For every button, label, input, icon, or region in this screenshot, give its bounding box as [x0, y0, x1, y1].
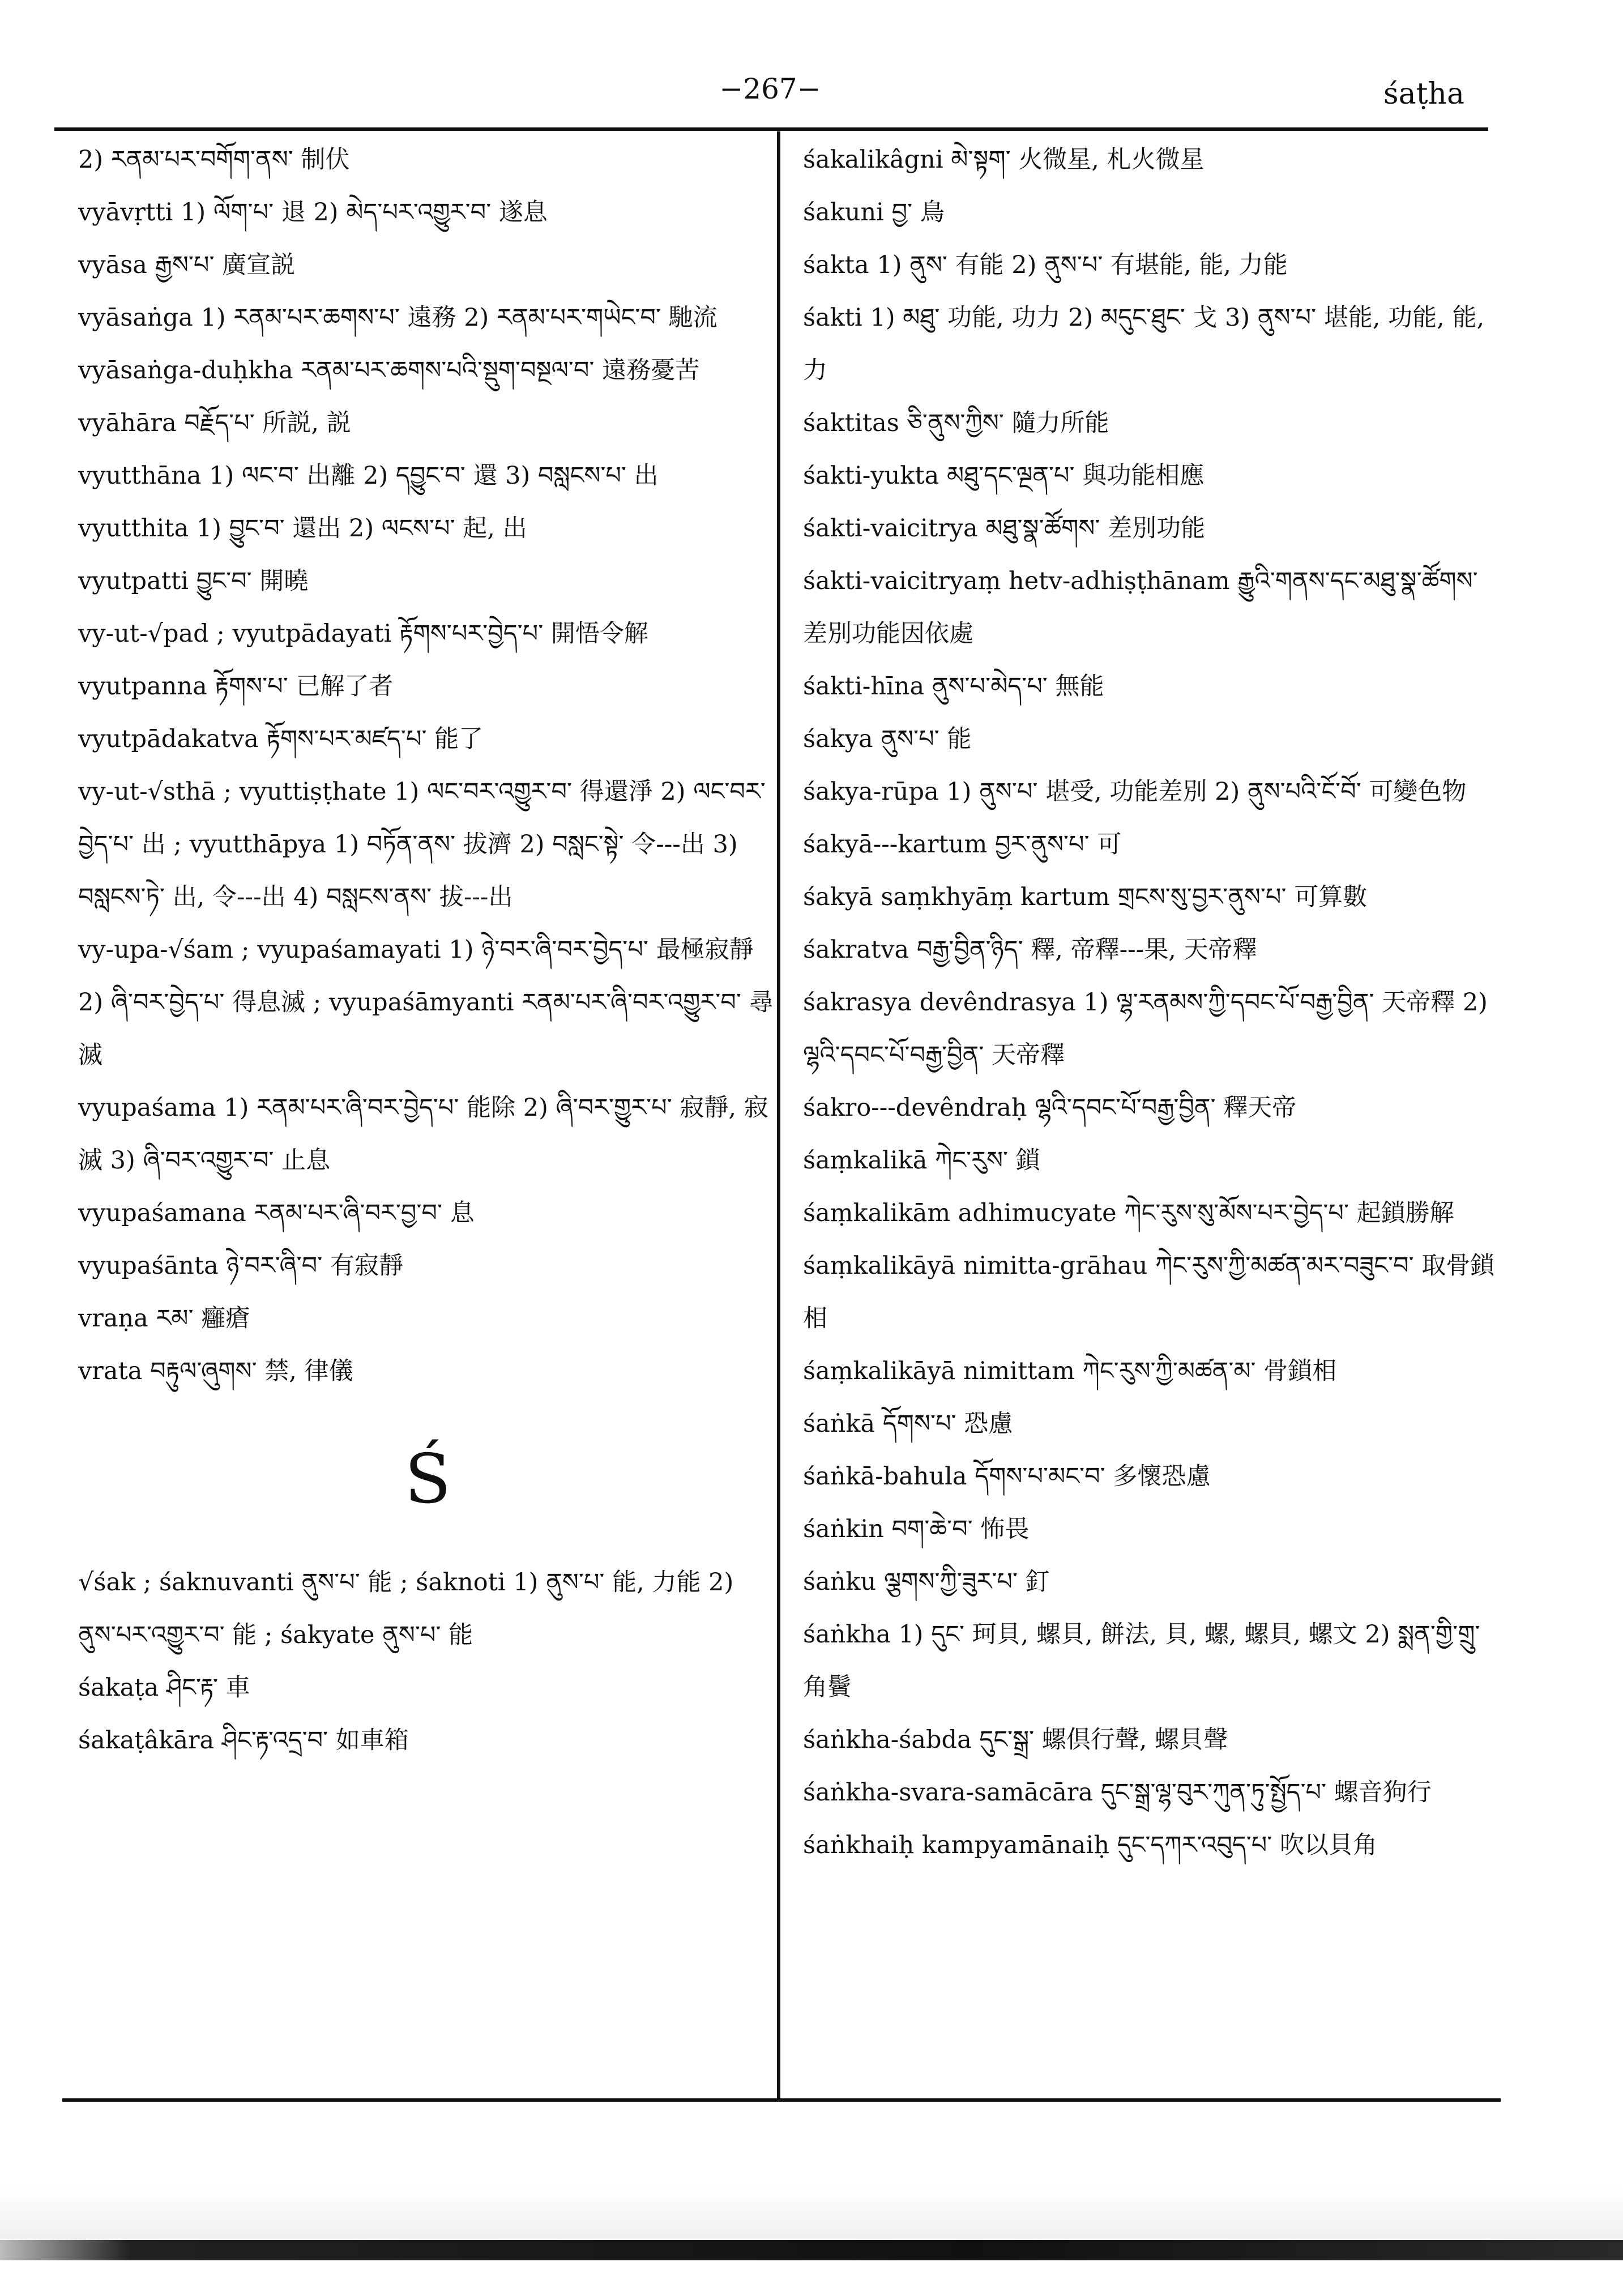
entry: śakuni བྱ་ 鳥: [803, 198, 945, 227]
entry: vyutpatti བྱུང་བ་ 開曉: [78, 567, 309, 595]
entry: śaṅkā-bahula དོགས་པ་མང་བ་ 多懷恐慮: [803, 1462, 1211, 1491]
entry: śaṅkā དོགས་པ་ 恐慮: [803, 1410, 1013, 1438]
entry: śaṅkha-svara-samācāra དུང་སྒྲ་ལྷ་བུར་ཀུན་ཏུ་སྤྱོད་པ་ 螺音狗行: [803, 1778, 1432, 1807]
entry: vyāsaṅga 1) རནམ་པར་ཆགས་པ་ 遠務 2) རནམ་པར་གཡེང་བ་ 馳流: [78, 304, 717, 332]
entry: √śak ; śaknuvanti ནུས་པ་ 能 ; śaknoti 1) ནུས་པ་ 能, 力能 2) ནུས་པར་འགྱུར་བ་ 能 ; śakyate ནུས་པ་ 能: [78, 1568, 734, 1649]
scan-shadow: [0, 2186, 1623, 2240]
guide-word: śaṭha: [1383, 77, 1464, 111]
entry: vrata བརྟུལ་ཞུགས་ 禁, 律儀: [78, 1357, 353, 1385]
entry: śakaṭa ཤིང་རྟ་ 車: [78, 1674, 250, 1702]
entry: śakrasya devêndrasya 1) ལྷ་རནམས་ཀྱི་དབང་པོ་བརྒྱ་བྱིན་ 天帝釋 2) ལྷའི་དབང་པོ་བརྒྱ་བྱིན་ 天帝釋: [803, 988, 1488, 1069]
entry: śakyā---kartum བྱར་ནུས་པ་ 可: [803, 830, 1122, 859]
entry: vyāvṛtti 1) ལོག་པ་ 退 2) མེད་པར་འགྱུར་བ་ 遂息: [78, 198, 548, 227]
entry: śakya ནུས་པ་ 能: [803, 725, 972, 753]
entry: vyutpādakatva རྟོགས་པར་མཛད་པ་ 能了: [78, 725, 484, 753]
right-column: [803, 134, 1502, 2093]
entry: vy-ut-√pad ; vyutpādayati རྟོགས་པར་བྱེད་པ་ 開悟令解: [78, 620, 648, 648]
entry: śakti-hīna ནུས་པ་མེད་པ་ 無能: [803, 672, 1104, 701]
entry: śakti-vaicitryaṃ hetv-adhiṣṭhānam རྒྱུའི་གནས་དང་མཐུ་སྣ་ཚོགས་ 差別功能因依處: [803, 567, 1478, 648]
entry: śakalikâgni མེ་སྟག་ 火微星, 札火微星: [803, 146, 1205, 174]
entry: 2) རནམ་པར་བགོག་ནས་ 制伏: [78, 146, 350, 174]
entry: vraṇa རམ་ 癰瘡: [78, 1304, 250, 1333]
left-column: [78, 134, 778, 2093]
entry: vyupaśānta ཉེ་བར་ཞི་བ་ 有寂靜: [78, 1252, 403, 1280]
entry: śaṅkin བག་ཆེ་བ་ 怖畏: [803, 1515, 1030, 1543]
entry: vyupaśamana རནམ་པར་ཞི་བར་བྱ་བ་ 息: [78, 1199, 475, 1227]
entry: śakti-vaicitrya མཐུ་སྣ་ཚོགས་ 差別功能: [803, 514, 1206, 543]
entry: vyāsa རྒྱས་པ་ 廣宣説: [78, 251, 296, 279]
entry: vyutthāna 1) ལང་བ་ 出離 2) དབྱུང་བ་ 還 3) བསླངས་པ་ 出: [78, 462, 659, 490]
entry: śaṅkha-śabda དུང་སྒྲ་ 螺倶行聲, 螺貝聲: [803, 1726, 1228, 1754]
entry: śakro---devêndraḥ ལྷའི་དབང་པོ་བརྒྱ་བྱིན་ 釋天帝: [803, 1094, 1297, 1122]
entry: vyāsaṅga-duḥkha རནམ་པར་ཆགས་པའི་སྡུག་བསྔལ་བ་ 遠務憂苦: [78, 356, 700, 385]
entry: śaṃkalikā ཀེང་རུས་ 鎖: [803, 1146, 1040, 1175]
scan-edge-band: [0, 2240, 1623, 2260]
entry: śaṅku ལྕགས་ཀྱི་ཟུར་པ་ 釘: [803, 1568, 1050, 1596]
entry: śakti-yukta མཐུ་དང་ལྔན་པ་ 與功能相應: [803, 462, 1205, 490]
entry: śaṃkalikām adhimucyate ཀེང་རུས་སུ་མོས་པར་བྱེད་པ་ 起鎖勝解: [803, 1199, 1454, 1227]
entry: śakyā saṃkhyāṃ kartum གྲངས་སུ་བྱར་ནུས་པ་ 可算數: [803, 883, 1368, 911]
entry: śakaṭâkāra ཤིང་རྟ་འདྲ་བ་ 如車箱: [78, 1726, 409, 1755]
entry: vyutthita 1) བྱུང་བ་ 還出 2) ལངས་པ་ 起, 出: [78, 514, 527, 543]
top-rule: [54, 127, 1488, 131]
entry: śakti 1) མཐུ་ 功能, 功力 2) མདུང་ཐུང་ 戈 3) ནུས་པ་ 堪能, 功能, 能, 力: [803, 304, 1485, 385]
entry: śakya-rūpa 1) ནུས་པ་ 堪受, 功能差別 2) ནུས་པའི་ངོ་བོ་ 可變色物: [803, 778, 1467, 806]
entry: śaṃkalikāyā nimitta-grāhau ཀེང་རུས་ཀྱི་མཚན་མར་བཟུང་བ་ 取骨鎖相: [803, 1252, 1495, 1333]
entry: śakta 1) ནུས་ 有能 2) ནུས་པ་ 有堪能, 能, 力能: [803, 251, 1288, 279]
entry: śaṃkalikāyā nimittam ཀེང་རུས་ཀྱི་མཚན་མ་ 骨鎖相: [803, 1357, 1337, 1385]
entry: śakratva བརྒྱ་བྱིན་ཉིད་ 釋, 帝釋---果, 天帝釋: [803, 936, 1257, 964]
section-letter: Ś: [404, 1440, 451, 1519]
bottom-rule: [62, 2098, 1501, 2102]
entry: vy-ut-√sthā ; vyuttiṣṭhate 1) ལང་བར་འགྱུར་བ་ 得還淨 2) ལང་བར་བྱེད་པ་ 出 ; vyutthāpya 1) བཏོན་ནས་ 拔濟 2) བསླང་སྟེ་ 令---出 3) བསླངས་ཏེ་ 出, 令---出 4) བསླངས་ནས་ 拔---出: [78, 778, 766, 911]
page-number: −267−: [719, 72, 821, 105]
entry: śaktitas ཅི་ནུས་ཀྱིས་ 隨力所能: [803, 409, 1109, 437]
entry: śaṅkhaiḥ kampyamānaiḥ དུང་དཀར་འབུད་པ་ 吹以貝角: [803, 1831, 1377, 1859]
entry: śaṅkha 1) དུང་ 珂貝, 螺貝, 餅法, 貝, 螺, 螺貝, 螺文 2) སྨན་གྱི་གྲུ་ 角鬢: [803, 1620, 1480, 1701]
entry: vyutpanna རྟོགས་པ་ 已解了者: [78, 672, 394, 701]
entry: vy-upa-√śam ; vyupaśamayati 1) ཉེ་བར་ཞི་བར་བྱེད་པ་ 最極寂靜 2) ཞི་བར་བྱེད་པ་ 得息滅 ; vyupaśāmyanti རནམ་པར་ཞི་བར་འགྱུར་བ་ 尋滅: [78, 936, 774, 1069]
entry: vyupaśama 1) རནམ་པར་ཞི་བར་བྱེད་པ་ 能除 2) ཞི་བར་གྱུར་པ་ 寂靜, 寂滅 3) ཞི་བར་འགྱུར་བ་ 止息: [78, 1094, 768, 1175]
entry: vyāhāra བརྗོད་པ་ 所説, 説: [78, 409, 351, 437]
